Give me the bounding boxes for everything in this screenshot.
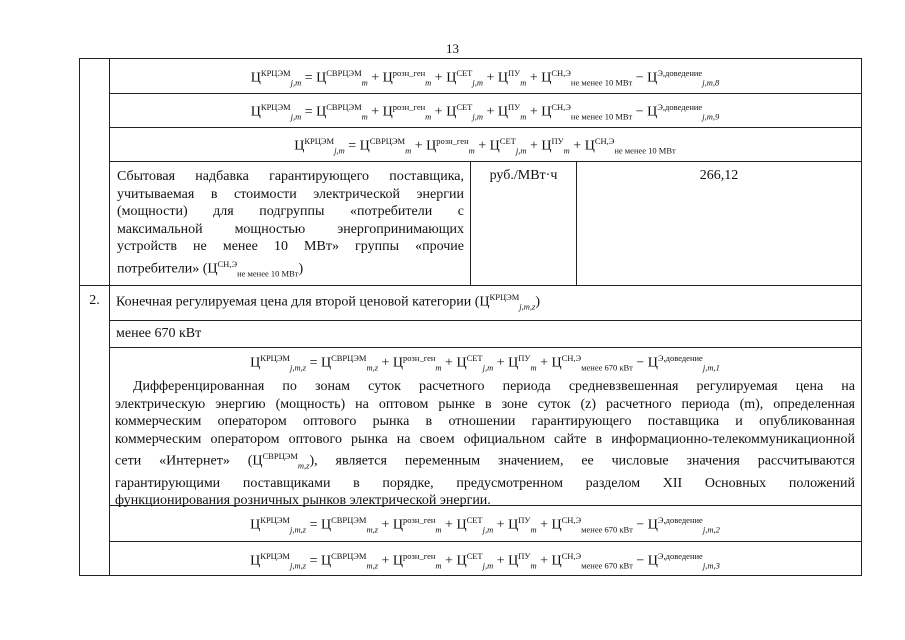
- section-title: Конечная регулируемая цена для второй ценовой категории $(Ц^{КРЦЭМ}_{j,m,z})$: [116, 292, 540, 312]
- price-formula: $Ц^{КРЦЭМ}_{j,m,z} = Ц^{СВРЦЭМ}_{m,z} + Ц^{розн\_ген}_m + Ц^{СЕТ}_{j,m} + Ц^{ПУ}_m + Ц^{СН,Э}_{менее 670 кВт} - Ц^{Э,доведение}_{j,m,3}$: [250, 551, 720, 571]
- price-formula: $Ц^{КРЦЭМ}_{j,m} = Ц^{СВРЦЭМ}_m + Ц^{розн\_ген}_m + Ц^{СЕТ}_{j,m} + Ц^{ПУ}_m + Ц^{СН,Э}_{не менее 10 МВт} - Ц^{Э,доведение}_{j,m,8}$: [250, 68, 720, 88]
- description-line: потребители» $(Ц^{СН,Э}_{не менее 10 МВт})$: [117, 258, 304, 278]
- tariff-table: [79, 58, 862, 576]
- formula-row: [109, 541, 861, 577]
- price-formula: $Ц^{КРЦЭМ}_{j,m,z} = Ц^{СВРЦЭМ}_{m,z} + Ц^{розн\_ген}_m + Ц^{СЕТ}_{j,m} + Ц^{ПУ}_m + Ц^{СН,Э}_{менее 670 кВт} - Ц^{Э,доведение}_{j,m,2}$: [250, 515, 720, 535]
- price-formula: $Ц^{КРЦЭМ}_{j,m} = Ц^{СВРЦЭМ}_m + Ц^{розн\_ген}_m + Ц^{СЕТ}_{j,m} + Ц^{ПУ}_m + Ц^{СН,Э}_{не менее 10 МВт}$: [294, 136, 676, 156]
- formula-row: [109, 59, 861, 93]
- paragraph-line: функционирования розничных рынков электрической энергии.: [115, 493, 491, 509]
- description-line: устройств не менее 10 МВт» группы «прочие: [117, 239, 464, 254]
- paragraph-line: электрическую энергию (мощность) на оптовом рынке в зоне суток (z) расчетного периода (m), определенная: [115, 396, 855, 412]
- surcharge-row: [109, 161, 861, 285]
- page-number: 13: [446, 41, 459, 56]
- paragraph-line: коммерческим оператором оптового рынка на своем официальном сайте в информационно-телекоммуникационной: [115, 431, 855, 447]
- paragraph-line: коммерческим оператором оптового рынка в отношении гарантирующего поставщика и опубликованная: [115, 414, 855, 429]
- price-formula: $Ц^{КРЦЭМ}_{j,m,z} = Ц^{СВРЦЭМ}_{m,z} + Ц^{розн\_ген}_m + Ц^{СЕТ}_{j,m} + Ц^{ПУ}_m + Ц^{СН,Э}_{менее 670 кВт} - Ц^{Э,доведение}_{j,m,1}$: [250, 353, 720, 373]
- formula-paragraph-row: [109, 347, 861, 509]
- formula-row: [109, 93, 861, 127]
- surcharge-description: [109, 162, 471, 285]
- section-number: 2.: [89, 293, 100, 308]
- formula-row: [109, 505, 861, 541]
- paragraph-line: сети «Интернет» $(Ц^{СВРЦЭМ}_{m,z})$, является переменным значением, ее числовые значения рассчитываются: [115, 451, 855, 471]
- formula-row: [109, 127, 861, 161]
- subgroup-label: менее 670 кВт: [116, 326, 202, 341]
- description-line: Сбытовая надбавка гарантирующего поставщика,: [117, 169, 464, 184]
- subgroup-row: [109, 320, 861, 347]
- unit-cell: руб./МВт·ч: [471, 162, 577, 285]
- paragraph-line: Дифференцированная по зонам суток расчетного периода средневзвешенная регулируемая цена на: [133, 379, 855, 394]
- paragraph-line: гарантирующими поставщиками в порядке, предусмотренном разделом XII Основных положений: [115, 475, 855, 491]
- value-cell: 266,12: [699, 168, 739, 183]
- description-paragraph: [115, 378, 855, 510]
- description-line: (мощности) для подгруппы «потребители с: [117, 204, 464, 219]
- price-formula: $Ц^{КРЦЭМ}_{j,m} = Ц^{СВРЦЭМ}_m + Ц^{розн\_ген}_m + Ц^{СЕТ}_{j,m} + Ц^{ПУ}_m + Ц^{СН,Э}_{не менее 10 МВт} - Ц^{Э,доведение}_{j,m,9}$: [250, 102, 720, 122]
- section-title-row: [80, 285, 861, 320]
- description-line: учитываемая в стоимости электрической энергии: [117, 186, 464, 202]
- description-line: максимальной мощностью энергопринимающих: [117, 221, 464, 237]
